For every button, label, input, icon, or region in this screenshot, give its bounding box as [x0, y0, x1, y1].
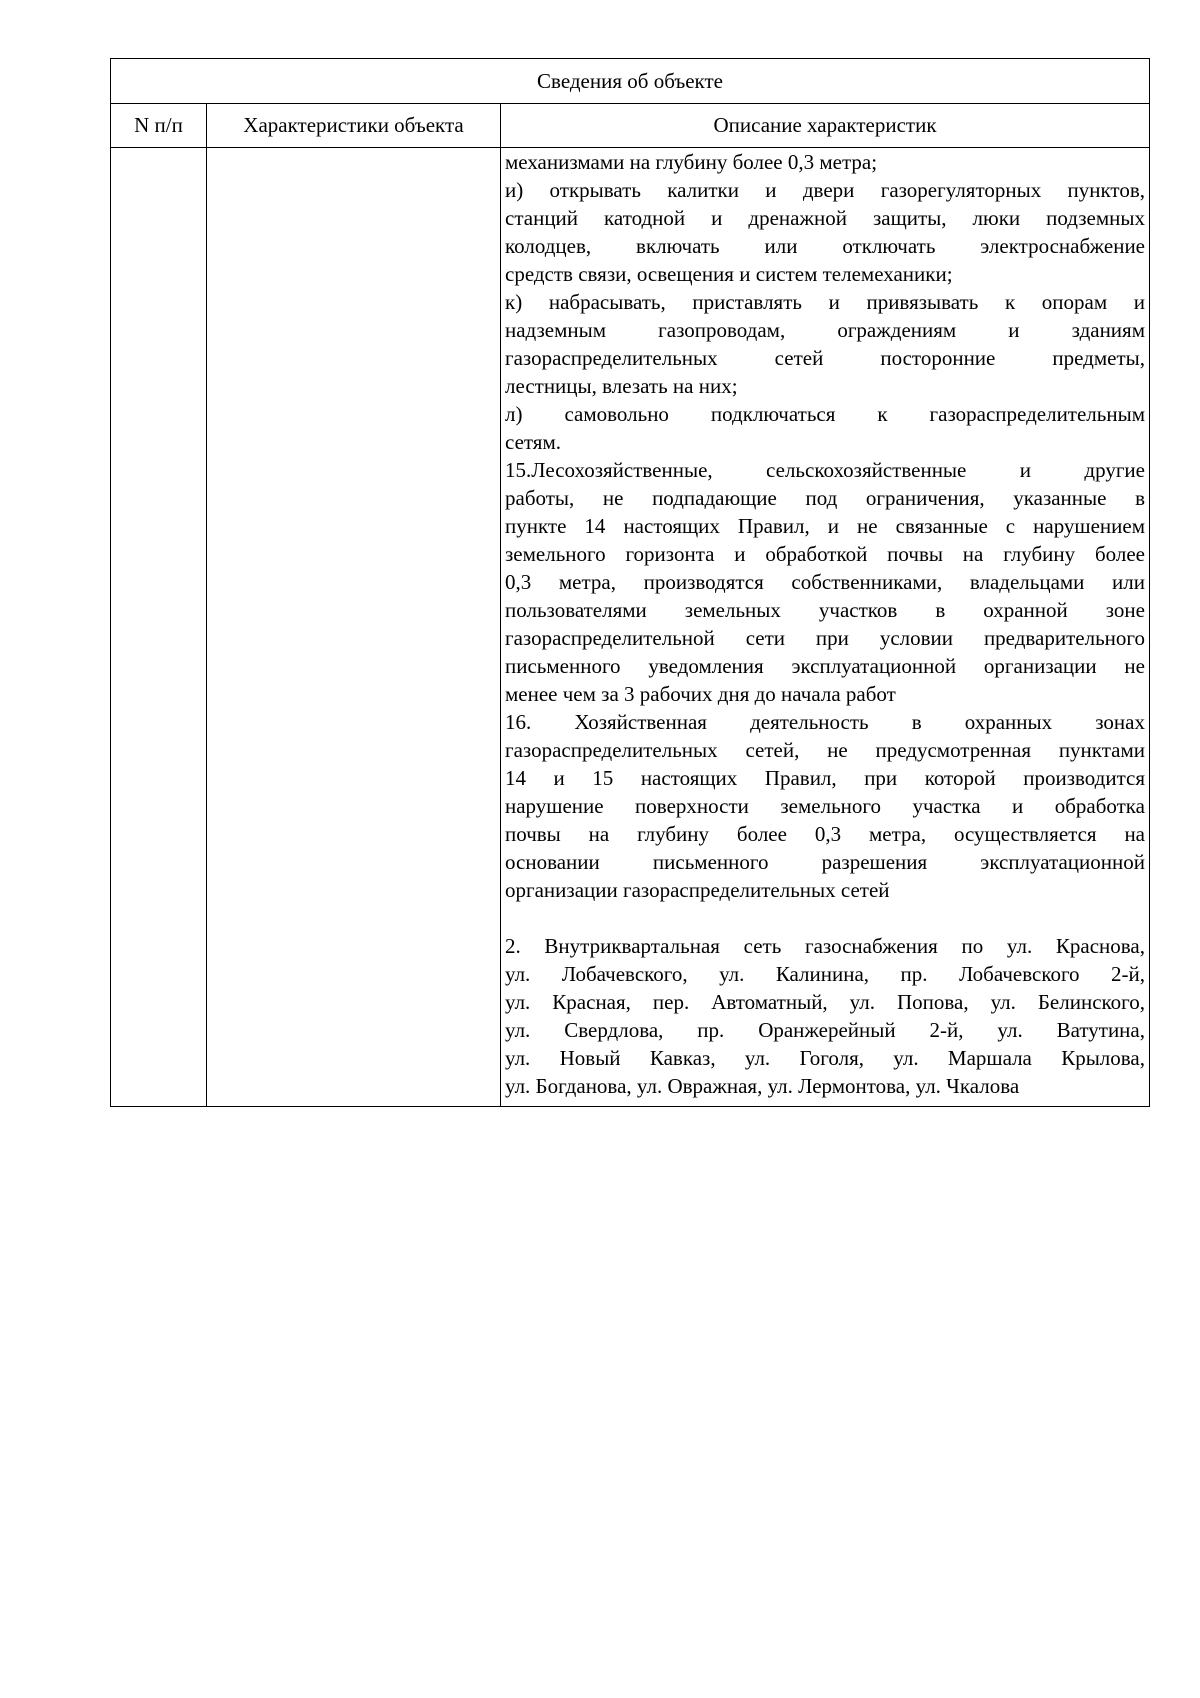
description-line: лестницы, влезать на них; — [505, 374, 738, 398]
description-line: ул. Красная, пер. Автоматный, ул. Попова, ул. Белинского, — [505, 990, 1145, 1014]
table-header-row — [111, 104, 1150, 148]
description-line: ул. Богданова, ул. Овражная, ул. Лермонтова, ул. Чкалова — [505, 1074, 1020, 1098]
table-title: Сведения об объекте — [111, 59, 1150, 104]
description-line: почвы на глубину более 0,3 метра, осуществляется на — [505, 822, 1145, 846]
description-line: газораспределительной сети при условии предварительного — [505, 626, 1145, 650]
description-line: 2. Внутриквартальная сеть газоснабжения по ул. Краснова, — [505, 934, 1145, 958]
description-line: работы, не подпадающие под ограничения, указанные в — [505, 486, 1145, 510]
description-line: основании письменного разрешения эксплуатационной — [505, 850, 1145, 874]
description-line: 16. Хозяйственная деятельность в охранных зонах — [505, 710, 1145, 734]
description-line: ул. Новый Кавказ, ул. Гоголя, ул. Маршала Крылова, — [505, 1046, 1145, 1070]
header-num: N п/п — [111, 104, 207, 148]
description-line — [505, 904, 1145, 932]
description-line: пользователями земельных участков в охранной зоне — [505, 598, 1145, 622]
description-line: 0,3 метра, производятся собственниками, владельцами или — [505, 570, 1145, 594]
header-characteristics: Характеристики объекта — [207, 104, 501, 148]
description-line: ул. Свердлова, пр. Оранжерейный 2-й, ул. Ватутина, — [505, 1018, 1145, 1042]
row-description-cell — [501, 148, 1150, 1107]
row-num-cell — [111, 148, 207, 1107]
description-line: 15.Лесохозяйственные, сельскохозяйственные и другие — [505, 458, 1145, 482]
description-line: земельного горизонта и обработкой почвы на глубину более — [505, 542, 1145, 566]
object-info-table — [110, 58, 1150, 1107]
description-line: станций катодной и дренажной защиты, люки подземных — [505, 206, 1145, 230]
description-line: колодцев, включать или отключать электроснабжение — [505, 234, 1145, 258]
description-line: и) открывать калитки и двери газорегуляторных пунктов, — [505, 178, 1145, 202]
description-line: средств связи, освещения и систем телемеханики; — [505, 262, 953, 286]
description-line: пункте 14 настоящих Правил, и не связанные с нарушением — [505, 514, 1145, 538]
description-line: надземным газопроводам, ограждениям и зданиям — [505, 318, 1145, 342]
header-description: Описание характеристик — [501, 104, 1150, 148]
table-title-row — [111, 59, 1150, 104]
description-line: менее чем за 3 рабочих дня до начала работ — [505, 682, 896, 706]
description-line: 14 и 15 настоящих Правил, при которой производится — [505, 766, 1145, 790]
description-line: газораспределительных сетей посторонние предметы, — [505, 346, 1145, 370]
description-line: механизмами на глубину более 0,3 метра; — [505, 150, 878, 174]
description-line: организации газораспределительных сетей — [505, 878, 890, 902]
row-characteristics-cell — [207, 148, 501, 1107]
description-line: л) самовольно подключаться к газораспределительным — [505, 402, 1145, 426]
description-line: ул. Лобачевского, ул. Калинина, пр. Лобачевского 2-й, — [505, 962, 1145, 986]
description-line: нарушение поверхности земельного участка и обработка — [505, 794, 1145, 818]
description-line: к) набрасывать, приставлять и привязывать к опорам и — [505, 290, 1145, 314]
table-row — [111, 148, 1150, 1107]
description-line: газораспределительных сетей, не предусмотренная пунктами — [505, 738, 1145, 762]
description-line: сетям. — [505, 430, 561, 454]
description-line: письменного уведомления эксплуатационной организации не — [505, 654, 1145, 678]
